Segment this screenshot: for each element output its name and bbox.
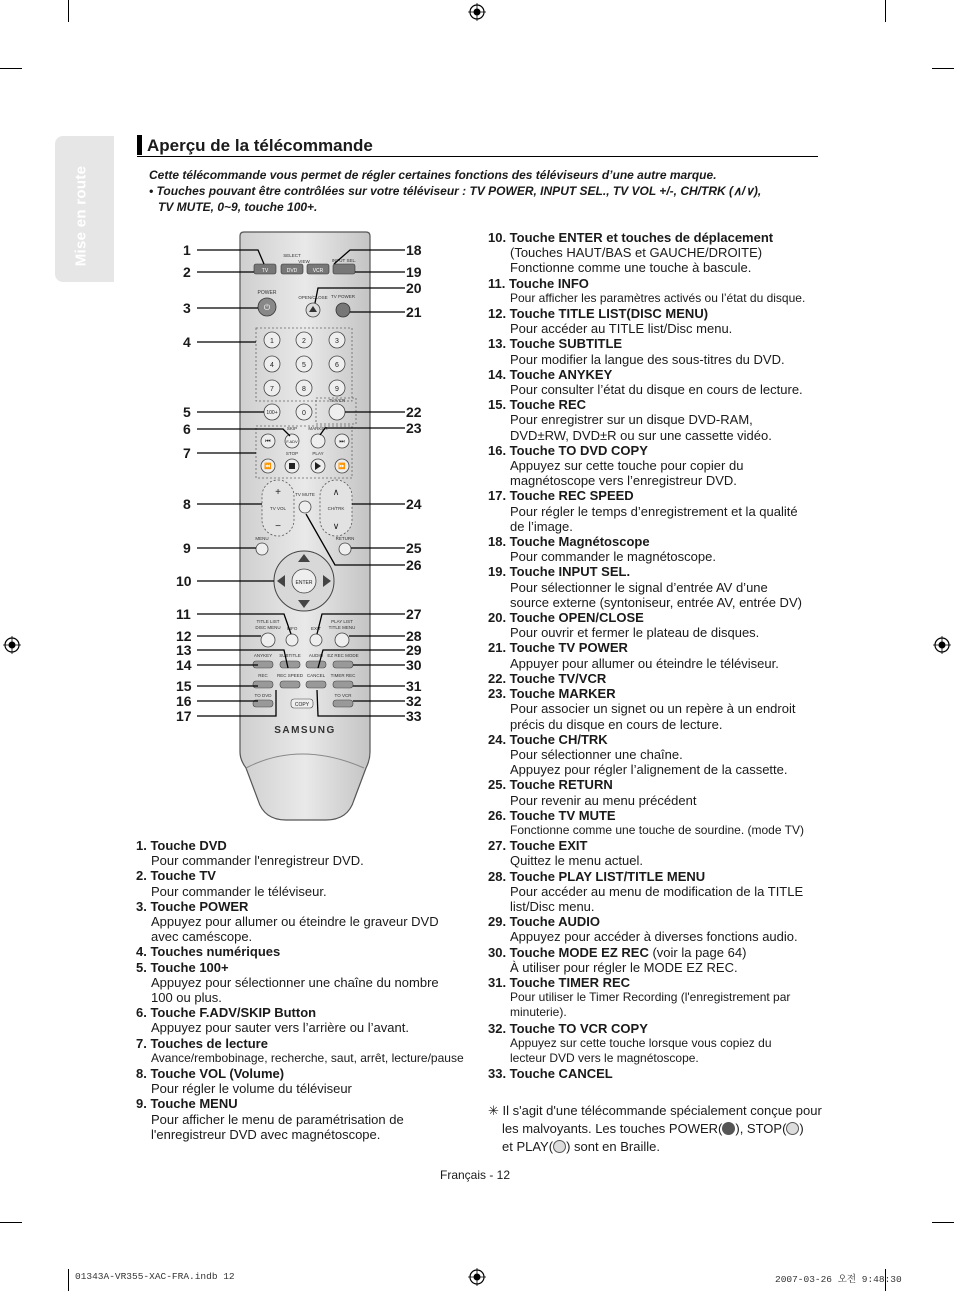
item-heading: 31. Touche TIMER REC	[488, 974, 631, 990]
svg-text:⏪: ⏪	[264, 464, 272, 470]
left-description-list	[136, 838, 476, 1142]
keypad-digit: 9	[335, 386, 339, 393]
intro-line: • Touches pouvant être contrôlées sur votre téléviseur : TV POWER, INPUT SEL., TV VOL +/-, CH/TRK (∧/∨),	[149, 184, 762, 198]
power-icon	[722, 1122, 735, 1135]
remote-label: VIEW	[298, 259, 310, 264]
keypad-digit: 1	[270, 338, 274, 345]
item-description: Fonctionne comme une touche à bascule.	[510, 260, 752, 276]
right-description-list	[488, 230, 828, 1081]
item-description: Appuyez pour accéder à diverses fonctions audio.	[510, 929, 798, 945]
item-description: Appuyez pour sauter vers l’arrière ou l’avant.	[151, 1020, 409, 1036]
callout-number: 6	[183, 421, 191, 437]
keypad-digit: 2	[302, 338, 306, 345]
item-heading: 32. Touche TO VCR COPY	[488, 1020, 648, 1036]
item-description: Appuyez pour sélectionner une chaîne du nombre	[151, 974, 439, 990]
crop-mark	[0, 68, 22, 69]
svg-text:+: +	[275, 487, 281, 498]
remote-label: STOP	[285, 451, 299, 456]
remote-label: F.ADV	[286, 439, 298, 444]
crop-mark	[0, 1222, 22, 1223]
remote-label: MENU	[255, 536, 269, 541]
remote-label: DVD	[286, 268, 298, 274]
remote-label: ENTER	[295, 580, 313, 586]
item-heading: 21. Touche TV POWER	[488, 640, 628, 656]
svg-text:⏮: ⏮	[265, 439, 271, 445]
item-description: de l’image.	[510, 518, 573, 534]
callout-number: 7	[183, 445, 191, 461]
item-description: Pour associer un signet ou un repère à un endroit	[510, 701, 796, 717]
item-description: Fonctionne comme une touche de sourdine. (mode TV)	[510, 822, 804, 837]
svg-text:⏭: ⏭	[339, 439, 345, 445]
callout-number: 21	[406, 304, 422, 320]
note-text: ) sont en Braille.	[566, 1139, 660, 1154]
item-description: 100 ou plus.	[151, 990, 222, 1006]
item-heading: 30. Touche MODE EZ REC (voir la page 64)	[488, 944, 747, 960]
remote-label: INFO	[286, 626, 298, 631]
svg-text:⏩: ⏩	[338, 464, 346, 470]
remote-label: TV MUTE	[295, 492, 315, 497]
item-heading: 27. Touche EXIT	[488, 838, 588, 854]
callout-number: 32	[406, 693, 422, 709]
item-description: Appuyer pour allumer ou éteindre le téléviseur.	[510, 655, 779, 671]
page-title	[137, 133, 818, 157]
callout-number: 33	[406, 708, 422, 724]
note-text: les malvoyants. Les touches POWER(	[502, 1121, 723, 1136]
note-text: et PLAY(	[502, 1139, 554, 1154]
callout-number: 18	[406, 242, 422, 258]
item-description: Pour accéder au TITLE list/Disc menu.	[510, 321, 733, 337]
item-heading: 10. Touche ENTER et touches de déplacement	[488, 230, 774, 245]
item-description: Pour sélectionner le signal d’entrée AV d’une	[510, 579, 768, 595]
keypad-digit: 3	[335, 338, 339, 345]
registration-mark-icon	[468, 1268, 486, 1286]
item-description: list/Disc menu.	[510, 898, 595, 914]
remote-label: REC SPEED	[276, 673, 304, 678]
svg-text:∧: ∧	[332, 487, 340, 497]
note-line: ✳ Il s'agit d'une télécommande spécialement conçue pour	[488, 1103, 822, 1118]
item-heading: 15. Touche REC	[488, 397, 587, 413]
note-text: ), STOP(	[735, 1121, 787, 1136]
remote-label: CH/TRK	[327, 506, 345, 511]
remote-label: VCR	[312, 268, 324, 274]
braille-note	[488, 1102, 823, 1156]
callout-number: 20	[406, 280, 422, 296]
remote-label: POWER	[257, 290, 277, 296]
callout-number: 19	[406, 264, 422, 280]
remote-label: PLAY LIST	[331, 619, 353, 624]
callout-number: 9	[183, 540, 191, 556]
callout-number: 23	[406, 420, 422, 436]
remote-label: RETURN	[335, 536, 355, 541]
callout-number: 5	[183, 404, 191, 420]
item-description: l'enregistreur DVD avec magnétoscope.	[151, 1126, 381, 1142]
item-heading: 23. Touche MARKER	[488, 686, 616, 702]
remote-label: 100+	[266, 410, 278, 416]
callout-number: 17	[176, 708, 192, 724]
callout-number: 3	[183, 300, 191, 316]
svg-text:−: −	[275, 521, 281, 532]
callout-number: 25	[406, 540, 422, 556]
registration-mark-icon	[3, 636, 21, 654]
item-description: Pour commander l'enregistreur DVD.	[151, 853, 364, 869]
item-heading: 8. Touche VOL (Volume)	[136, 1066, 285, 1082]
callout-number: 31	[406, 678, 422, 694]
remote-label: DISC MENU	[255, 625, 281, 630]
title-bar-marker	[137, 135, 142, 155]
item-description: minuterie).	[510, 1005, 567, 1020]
remote-label: OPEN/CLOSE	[298, 295, 328, 300]
callout-number: 26	[406, 557, 422, 573]
keypad-digit: 5	[302, 362, 306, 369]
item-description: précis du disque en cours de lecture.	[510, 716, 723, 732]
item-heading: 22. Touche TV/VCR	[488, 670, 607, 686]
item-description: Appuyez sur cette touche pour copier du	[510, 458, 744, 474]
item-heading: 26. Touche TV MUTE	[488, 807, 616, 823]
note-text: )	[799, 1121, 804, 1136]
item-heading: 6. Touche F.ADV/SKIP Button	[136, 1005, 317, 1021]
item-heading: 33. Touche CANCEL	[488, 1066, 613, 1082]
callout-number: 13	[176, 642, 192, 658]
callout-number: 28	[406, 628, 422, 644]
note-line	[488, 1120, 823, 1138]
item-description: Appuyez pour régler l’alignement de la cassette.	[510, 762, 788, 778]
item-heading: 2. Touche TV	[136, 868, 216, 884]
callout-number: 8	[183, 496, 191, 512]
registration-mark-icon	[468, 3, 486, 21]
remote-label: TO DVD	[254, 693, 272, 698]
intro-line: Cette télécommande vous permet de régler certaines fonctions des téléviseurs d’une autre marque.	[149, 168, 717, 182]
item-description: Avance/rembobinage, recherche, saut, arrêt, lecture/pause	[151, 1050, 464, 1065]
keypad-digit: 6	[335, 362, 339, 369]
remote-label: SKIP	[286, 426, 298, 431]
remote-label: AUDIO	[308, 653, 324, 658]
print-slug-right: 2007-03-26 오전 9:48:30	[775, 1274, 902, 1285]
callout-number: 10	[176, 573, 192, 589]
item-description: Pour sélectionner une chaîne.	[510, 746, 683, 762]
item-heading: 4. Touches numériques	[136, 944, 281, 960]
section-side-tab-label: Mise en route	[72, 165, 90, 267]
item-heading: 18. Touche Magnétoscope	[488, 534, 650, 550]
item-description: Pour afficher les paramètres activés ou l’état du disque.	[510, 290, 806, 305]
callout-number: 16	[176, 693, 192, 709]
item-heading: 25. Touche RETURN	[488, 777, 613, 793]
callout-number: 1	[183, 242, 191, 258]
remote-label: EZ REC MODE	[327, 653, 359, 658]
item-description: Pour commander le téléviseur.	[151, 883, 327, 899]
remote-label: SUBTITLE	[279, 653, 301, 658]
remote-label: TV/VCR	[328, 398, 346, 403]
callout-number: 29	[406, 642, 422, 658]
remote-illustration	[180, 225, 440, 830]
item-description: (Touches HAUT/BAS et GAUCHE/DROITE)	[510, 245, 763, 261]
callout-number: 12	[176, 628, 192, 644]
callout-number: 22	[406, 404, 422, 420]
item-heading: 14. Touche ANYKEY	[488, 366, 613, 382]
item-heading: 29. Touche AUDIO	[488, 914, 600, 930]
remote-label: PLAY	[312, 451, 324, 456]
remote-label: CANCEL	[306, 673, 326, 678]
page-title-text: Aperçu de la télécommande	[147, 136, 373, 155]
crop-mark	[68, 1269, 69, 1291]
crop-mark	[68, 0, 69, 22]
registration-mark-icon	[933, 636, 951, 654]
remote-label: 0	[302, 410, 306, 417]
remote-label: COPY	[294, 702, 310, 708]
keypad-digit: 8	[302, 386, 306, 393]
callout-number: 4	[183, 334, 191, 350]
keypad-digit: 4	[270, 362, 274, 369]
item-heading: 3. Touche POWER	[136, 898, 249, 914]
item-description: Pour consulter l’état du disque en cours de lecture.	[510, 382, 803, 398]
callout-number: 30	[406, 657, 422, 673]
item-heading: 19. Touche INPUT SEL.	[488, 564, 631, 580]
item-heading: 12. Touche TITLE LIST(DISC MENU)	[488, 306, 709, 322]
remote-label: MARKER	[308, 426, 328, 431]
crop-mark	[932, 68, 954, 69]
item-description: magnétoscope vers l’enregistreur DVD.	[510, 473, 737, 489]
remote-label: TITLE MENU	[328, 625, 356, 630]
item-description: À utiliser pour régler le MODE EZ REC.	[510, 959, 738, 975]
item-description: Pour commander le magnétoscope.	[510, 549, 716, 565]
remote-label: SELECT	[283, 253, 301, 258]
remote-label: TIMER REC	[330, 673, 356, 678]
item-description: Appuyez sur cette touche lorsque vous copiez du	[510, 1035, 772, 1050]
callout-number: 27	[406, 606, 422, 622]
item-description: DVD±RW, DVD±R ou sur une cassette vidéo.	[510, 427, 772, 443]
item-description: Pour utiliser le Timer Recording (l'enregistrement par	[510, 990, 791, 1005]
item-heading: 13. Touche SUBTITLE	[488, 336, 623, 352]
item-description: lecteur DVD vers le magnétoscope.	[510, 1050, 699, 1065]
svg-text:∨: ∨	[332, 521, 340, 531]
item-heading: 11. Touche INFO	[488, 275, 589, 291]
item-description: Quittez le menu actuel.	[510, 853, 643, 869]
print-slug-left: 01343A-VR355-XAC-FRA.indb 12	[75, 1271, 235, 1282]
item-description: Pour accéder au menu de modification de la TITLE	[510, 883, 804, 899]
callout-number: 2	[183, 264, 191, 280]
remote-label: INPUT SEL.	[331, 258, 357, 263]
item-description: Pour afficher le menu de paramétrisation de	[151, 1111, 404, 1127]
remote-label: TO VCR	[334, 693, 352, 698]
item-description: Appuyez pour allumer ou éteindre le graveur DVD	[151, 914, 439, 930]
remote-label: TITLE LIST	[256, 619, 280, 624]
item-heading: 20. Touche OPEN/CLOSE	[488, 610, 644, 626]
remote-control-drawing	[180, 225, 440, 825]
callout-number: 24	[406, 496, 422, 512]
item-heading: 17. Touche REC SPEED	[488, 488, 634, 504]
item-heading: 16. Touche TO DVD COPY	[488, 442, 648, 458]
item-description: avec caméscope.	[151, 929, 253, 945]
remote-label: REC	[258, 673, 268, 678]
play-icon	[553, 1140, 566, 1153]
intro-line: TV MUTE, 0~9, touche 100+.	[158, 200, 318, 214]
item-description: Pour revenir au menu précédent	[510, 792, 697, 808]
item-description: Pour modifier la langue des sous-titres du DVD.	[510, 351, 785, 367]
remote-label: ANYKEY	[253, 653, 273, 658]
remote-brand-logo: SAMSUNG	[274, 725, 336, 736]
item-description: Pour régler le volume du téléviseur	[151, 1081, 352, 1097]
callout-number: 15	[176, 678, 192, 694]
item-heading: 9. Touche MENU	[136, 1096, 238, 1112]
stop-icon	[786, 1122, 799, 1135]
remote-label: TV	[261, 268, 269, 274]
page-footer: Français - 12	[440, 1168, 511, 1182]
item-description: Pour enregistrer sur un disque DVD-RAM,	[510, 412, 753, 428]
crop-mark	[885, 0, 886, 22]
item-heading: 1. Touche DVD	[136, 838, 227, 853]
callout-number: 14	[176, 657, 192, 673]
section-side-tab	[55, 136, 114, 282]
remote-label: EXIT	[310, 626, 322, 631]
item-heading-note: (voir la page 64)	[648, 944, 747, 960]
remote-label: TV VOL	[269, 506, 287, 511]
remote-label: TV POWER	[330, 294, 356, 299]
keypad-digit: 7	[270, 386, 274, 393]
item-heading: 24. Touche CH/TRK	[488, 731, 608, 747]
note-line	[488, 1138, 823, 1156]
item-heading: 7. Touches de lecture	[136, 1035, 268, 1051]
item-description: Pour ouvrir et fermer le plateau de disques.	[510, 625, 760, 641]
item-description: Pour régler le temps d’enregistrement et la qualité	[510, 503, 798, 519]
callout-number: 11	[176, 606, 191, 622]
item-description: source externe (syntoniseur, entrée AV, entrée DV)	[510, 594, 802, 610]
svg-text:⏻: ⏻	[263, 303, 271, 312]
item-heading: 28. Touche PLAY LIST/TITLE MENU	[488, 868, 706, 884]
item-heading: 5. Touche 100+	[136, 959, 229, 975]
crop-mark	[932, 1222, 954, 1223]
